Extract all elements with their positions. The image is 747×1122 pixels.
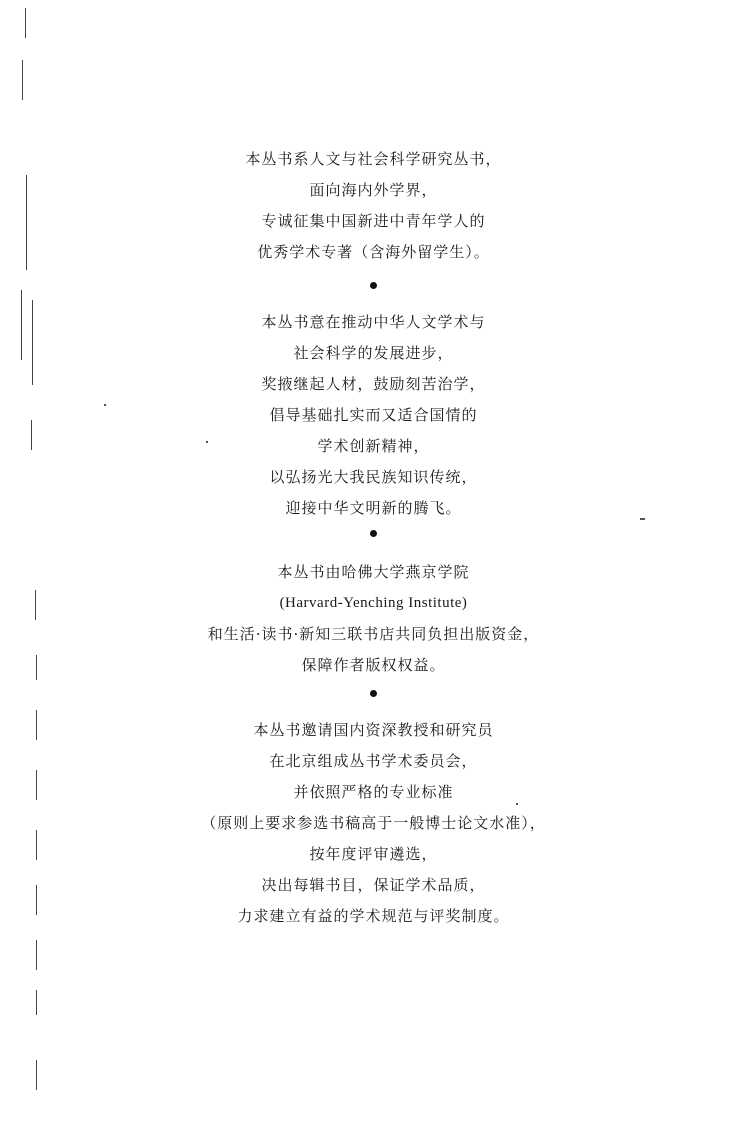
section-2-line-3: 奖掖继起人材，鼓励刻苦治学， [261, 375, 486, 393]
section-1-line-4: 优秀学术专著（含海外留学生）。 [257, 243, 490, 261]
section-2 [0, 307, 747, 524]
section-2-line-4: 倡导基础扎实而又适合国情的 [269, 406, 478, 424]
section-3 [0, 557, 747, 681]
section-4 [0, 715, 747, 932]
section-4-line-7: 力求建立有益的学术规范与评奖制度。 [237, 907, 510, 925]
bullet-separator-2 [370, 530, 377, 537]
section-3-line-4: 保障作者版权权益。 [301, 656, 446, 674]
section-4-line-3: 并依照严格的专业标准 [293, 783, 454, 801]
scan-margin-mark [25, 8, 26, 38]
section-3-line-3: 和生活·读书·新知三联书店共同负担出版资金， [207, 625, 540, 643]
scan-margin-mark [22, 60, 23, 100]
section-4-line-4: （原则上要求参选书稿高于一般博士论文水准）， [201, 814, 546, 832]
section-1-line-2: 面向海内外学界， [309, 181, 438, 199]
section-2-line-7: 迎接中华文明新的腾飞。 [285, 499, 462, 517]
section-4-line-1: 本丛书邀请国内资深教授和研究员 [253, 721, 494, 739]
section-2-line-6: 以弘扬光大我民族知识传统， [269, 468, 478, 486]
bullet-separator-1 [370, 282, 377, 289]
scan-margin-mark [36, 1060, 37, 1090]
bullet-separator-3 [370, 690, 377, 697]
section-4-line-6: 决出每辑书目，保证学术品质， [261, 876, 486, 894]
section-4-line-5: 按年度评审遴选， [309, 845, 438, 863]
scan-margin-mark [36, 940, 37, 970]
section-2-line-2: 社会科学的发展进步， [293, 344, 454, 362]
section-3-line-2: (Harvard-Yenching Institute) [279, 595, 468, 611]
section-1-line-3: 专诚征集中国新进中青年学人的 [261, 212, 486, 230]
scan-margin-mark [36, 990, 37, 1015]
section-2-line-5: 学术创新精神， [317, 437, 430, 455]
section-4-line-2: 在北京组成丛书学术委员会， [269, 752, 478, 770]
section-3-line-1: 本丛书由哈佛大学燕京学院 [277, 563, 470, 581]
section-1 [0, 144, 747, 268]
section-2-line-1: 本丛书意在推动中华人文学术与 [261, 313, 486, 331]
section-1-line-1: 本丛书系人文与社会科学研究丛书， [245, 150, 502, 168]
